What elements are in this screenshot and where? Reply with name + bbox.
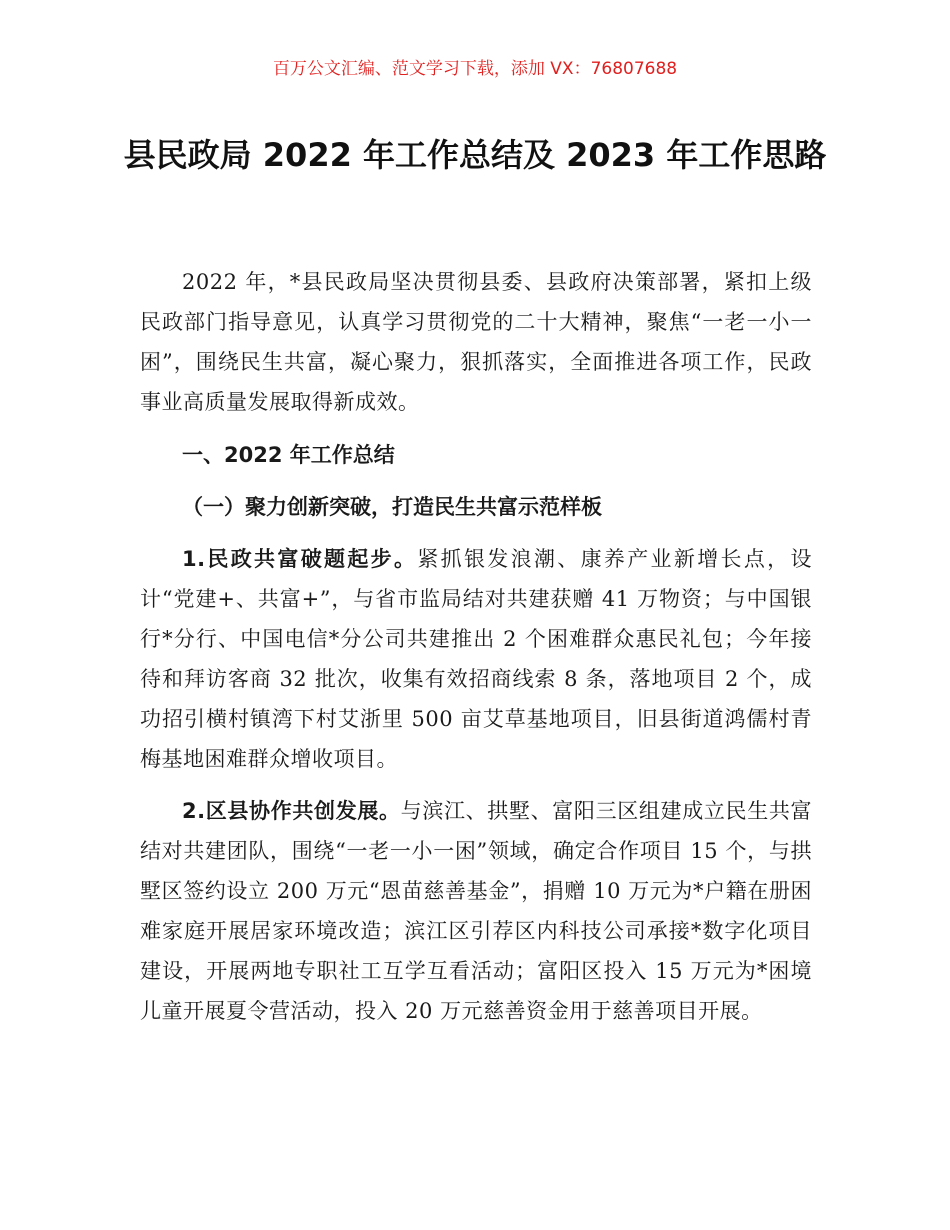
paragraph-item-2 bbox=[140, 791, 812, 1031]
document-title: 县民政局 2022 年工作总结及 2023 年工作思路 bbox=[123, 136, 827, 175]
section-heading-1: 一、2022 年工作总结 bbox=[182, 443, 395, 467]
item-1-lead: 1.民政共富破题起步。 bbox=[182, 547, 418, 571]
paragraph-item-1 bbox=[140, 539, 812, 779]
item-2-text: 与滨江、拱墅、富阳三区组建成立民生共富结对共建团队，围绕“一老一小一困”领域，确定合作项目 15 个，与拱墅区签约设立 200 万元“恩苗慈善基金”，捐赠 10 万元为*户籍在册困难家庭开展居家环境改造；滨江区引荐区内科技公司承接*数字化项目建设，开展两地专职社工互学互看活动；富阳区投入 15 万元为*困境儿童开展夏令营活动，投入 20 万元慈善资金用于慈善项目开展。 bbox=[140, 799, 813, 1023]
intro-paragraph: 2022 年，*县民政局坚决贯彻县委、县政府决策部署，紧扣上级民政部门指导意见，认真学习贯彻党的二十大精神，聚焦“一老一小一困”，围绕民生共富，凝心聚力，狠抓落实，全面推进各项工作，民政事业高质量发展取得新成效。 bbox=[140, 270, 812, 414]
item-2-lead: 2.区县协作共创发展。 bbox=[182, 799, 401, 823]
document-body bbox=[140, 262, 812, 1031]
subsection-heading-1: （一）聚力创新突破，打造民生共富示范样板 bbox=[182, 495, 602, 519]
watermark-banner: 百万公文汇编、范文学习下载，添加 VX：76807688 bbox=[272, 59, 678, 79]
item-1-text: 紧抓银发浪潮、康养产业新增长点，设计“党建+、共富+”，与省市监局结对共建获赠 41 万物资；与中国银行*分行、中国电信*分公司共建推出 2 个困难群众惠民礼包；今年接待和拜访客商 32 批次，收集有效招商线索 8 条，落地项目 2 个，成功招引横村镇湾下村艾浙里 500 亩艾草基地项目，旧县街道鸿儒村青梅基地困难群众增收项目。 bbox=[140, 547, 812, 771]
